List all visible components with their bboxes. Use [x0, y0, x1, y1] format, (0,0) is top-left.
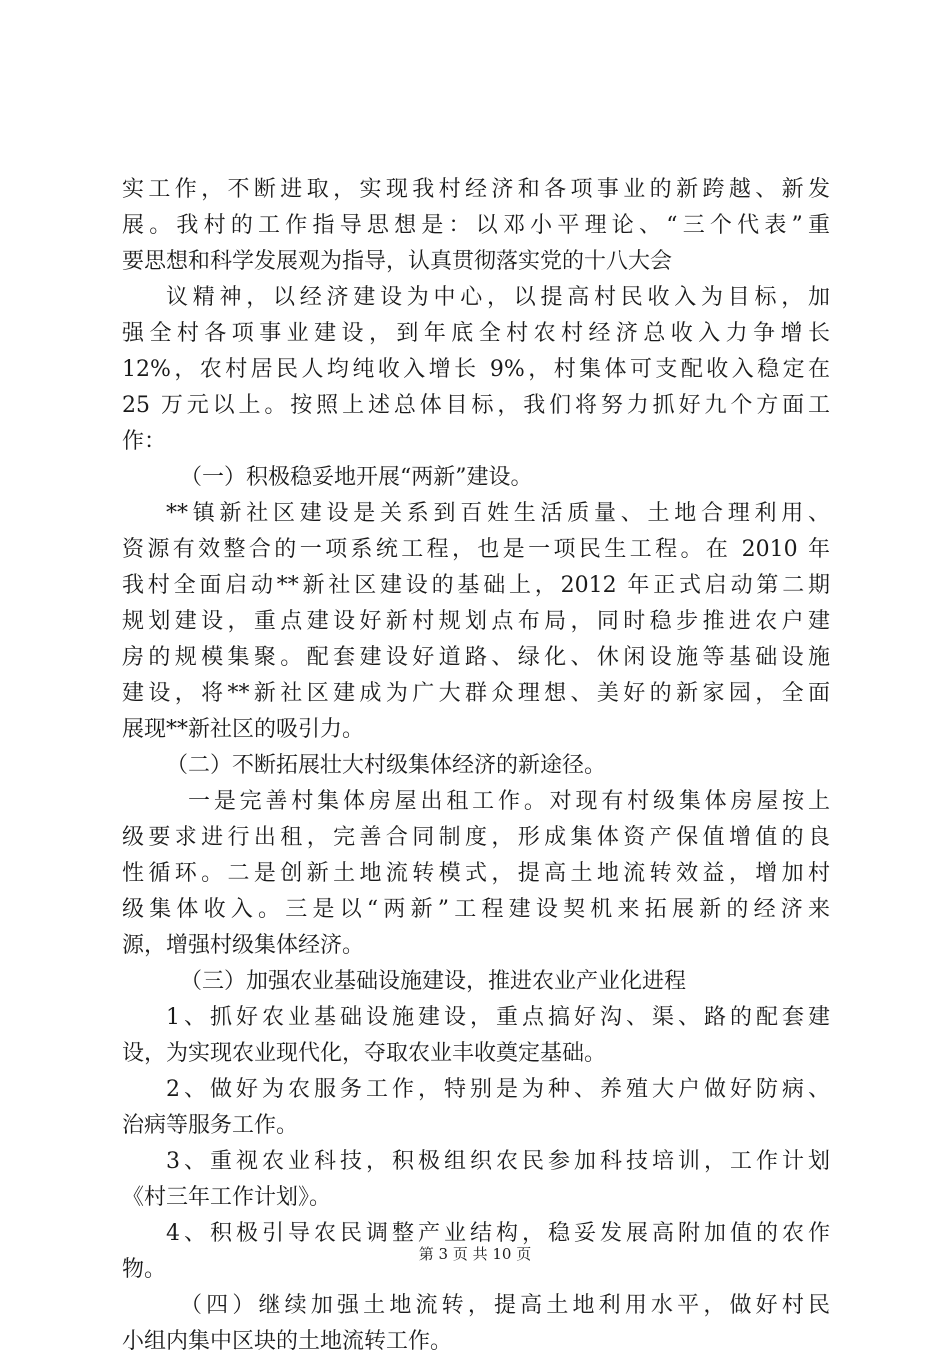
text-line: 议精神，以经济建设为中心，以提高村民收入为目标，加: [166, 285, 830, 310]
section-heading: （四）继续加强土地流转，提高土地利用水平，做好村民: [180, 1293, 830, 1318]
text-line: 规划建设，重点建设好新村规划点布局，同时稳步推进农户建: [122, 609, 830, 634]
text-line: 小组内集中区块的土地流转工作。: [122, 1329, 453, 1354]
page-number-footer: 第 3 页 共 10 页: [418, 1245, 532, 1263]
section-heading: （一）积极稳妥地开展“两新”建设。: [180, 465, 533, 490]
text-line: 一是完善村集体房屋出租工作。对现有村级集体房屋按上: [188, 789, 830, 814]
text-line: 建设，将**新社区建成为广大群众理想、美好的新家园，全面: [122, 681, 830, 706]
text-line: 1、抓好农业基础设施建设，重点搞好沟、渠、路的配套建: [166, 1005, 830, 1030]
text-line: 性循环。二是创新土地流转模式，提高土地流转效益，增加村: [122, 861, 830, 886]
text-line: 12%，农村居民人均纯收入增长 9%，村集体可支配收入稳定在: [122, 357, 830, 382]
text-line: 我村全面启动**新社区建设的基础上，2012 年正式启动第二期: [122, 573, 830, 598]
text-line: 资源有效整合的一项系统工程，也是一项民生工程。在 2010 年: [122, 537, 830, 562]
text-line: 房的规模集聚。配套建设好道路、绿化、休闲设施等基础设施: [122, 645, 830, 670]
text-line: 3、重视农业科技，积极组织农民参加科技培训，工作计划: [166, 1149, 830, 1174]
text-line: 作：: [122, 429, 167, 454]
text-line: **镇新社区建设是关系到百姓生活质量、土地合理利用、: [166, 501, 830, 526]
text-line: 实工作，不断进取，实现我村经济和各项事业的新跨越、新发: [122, 177, 830, 202]
text-line: 强全村各项事业建设，到年底全村农村经济总收入力争增长: [122, 321, 830, 346]
section-heading: （二）不断拓展壮大村级集体经济的新途径。: [166, 753, 607, 778]
text-line: 设，为实现农业现代化，夺取农业丰收奠定基础。: [122, 1041, 607, 1066]
text-line: 源，增强村级集体经济。: [122, 933, 365, 958]
text-line: 2、做好为农服务工作，特别是为种、养殖大户做好防病、: [166, 1077, 830, 1102]
text-line: 《村三年工作计划》。: [122, 1185, 332, 1210]
section-heading: （三）加强农业基础设施建设，推进农业产业化进程: [180, 969, 687, 994]
document-body: [122, 172, 830, 1360]
text-line: 25 万元以上。按照上述总体目标，我们将努力抓好九个方面工: [122, 393, 830, 418]
text-line: 级集体收入。三是以“两新”工程建设契机来拓展新的经济来: [122, 897, 830, 922]
text-line: 级要求进行出租，完善合同制度，形成集体资产保值增值的良: [122, 825, 830, 850]
text-line: 展现**新社区的吸引力。: [122, 717, 365, 742]
text-line: 展。我村的工作指导思想是：以邓小平理论、“三个代表”重: [122, 213, 830, 238]
text-line: 治病等服务工作。: [122, 1113, 299, 1138]
text-line: 要思想和科学发展观为指导，认真贯彻落实党的十八大会: [122, 249, 673, 274]
text-line: 4、积极引导农民调整产业结构，稳妥发展高附加值的农作: [166, 1221, 830, 1246]
text-line: 物。: [122, 1257, 167, 1282]
